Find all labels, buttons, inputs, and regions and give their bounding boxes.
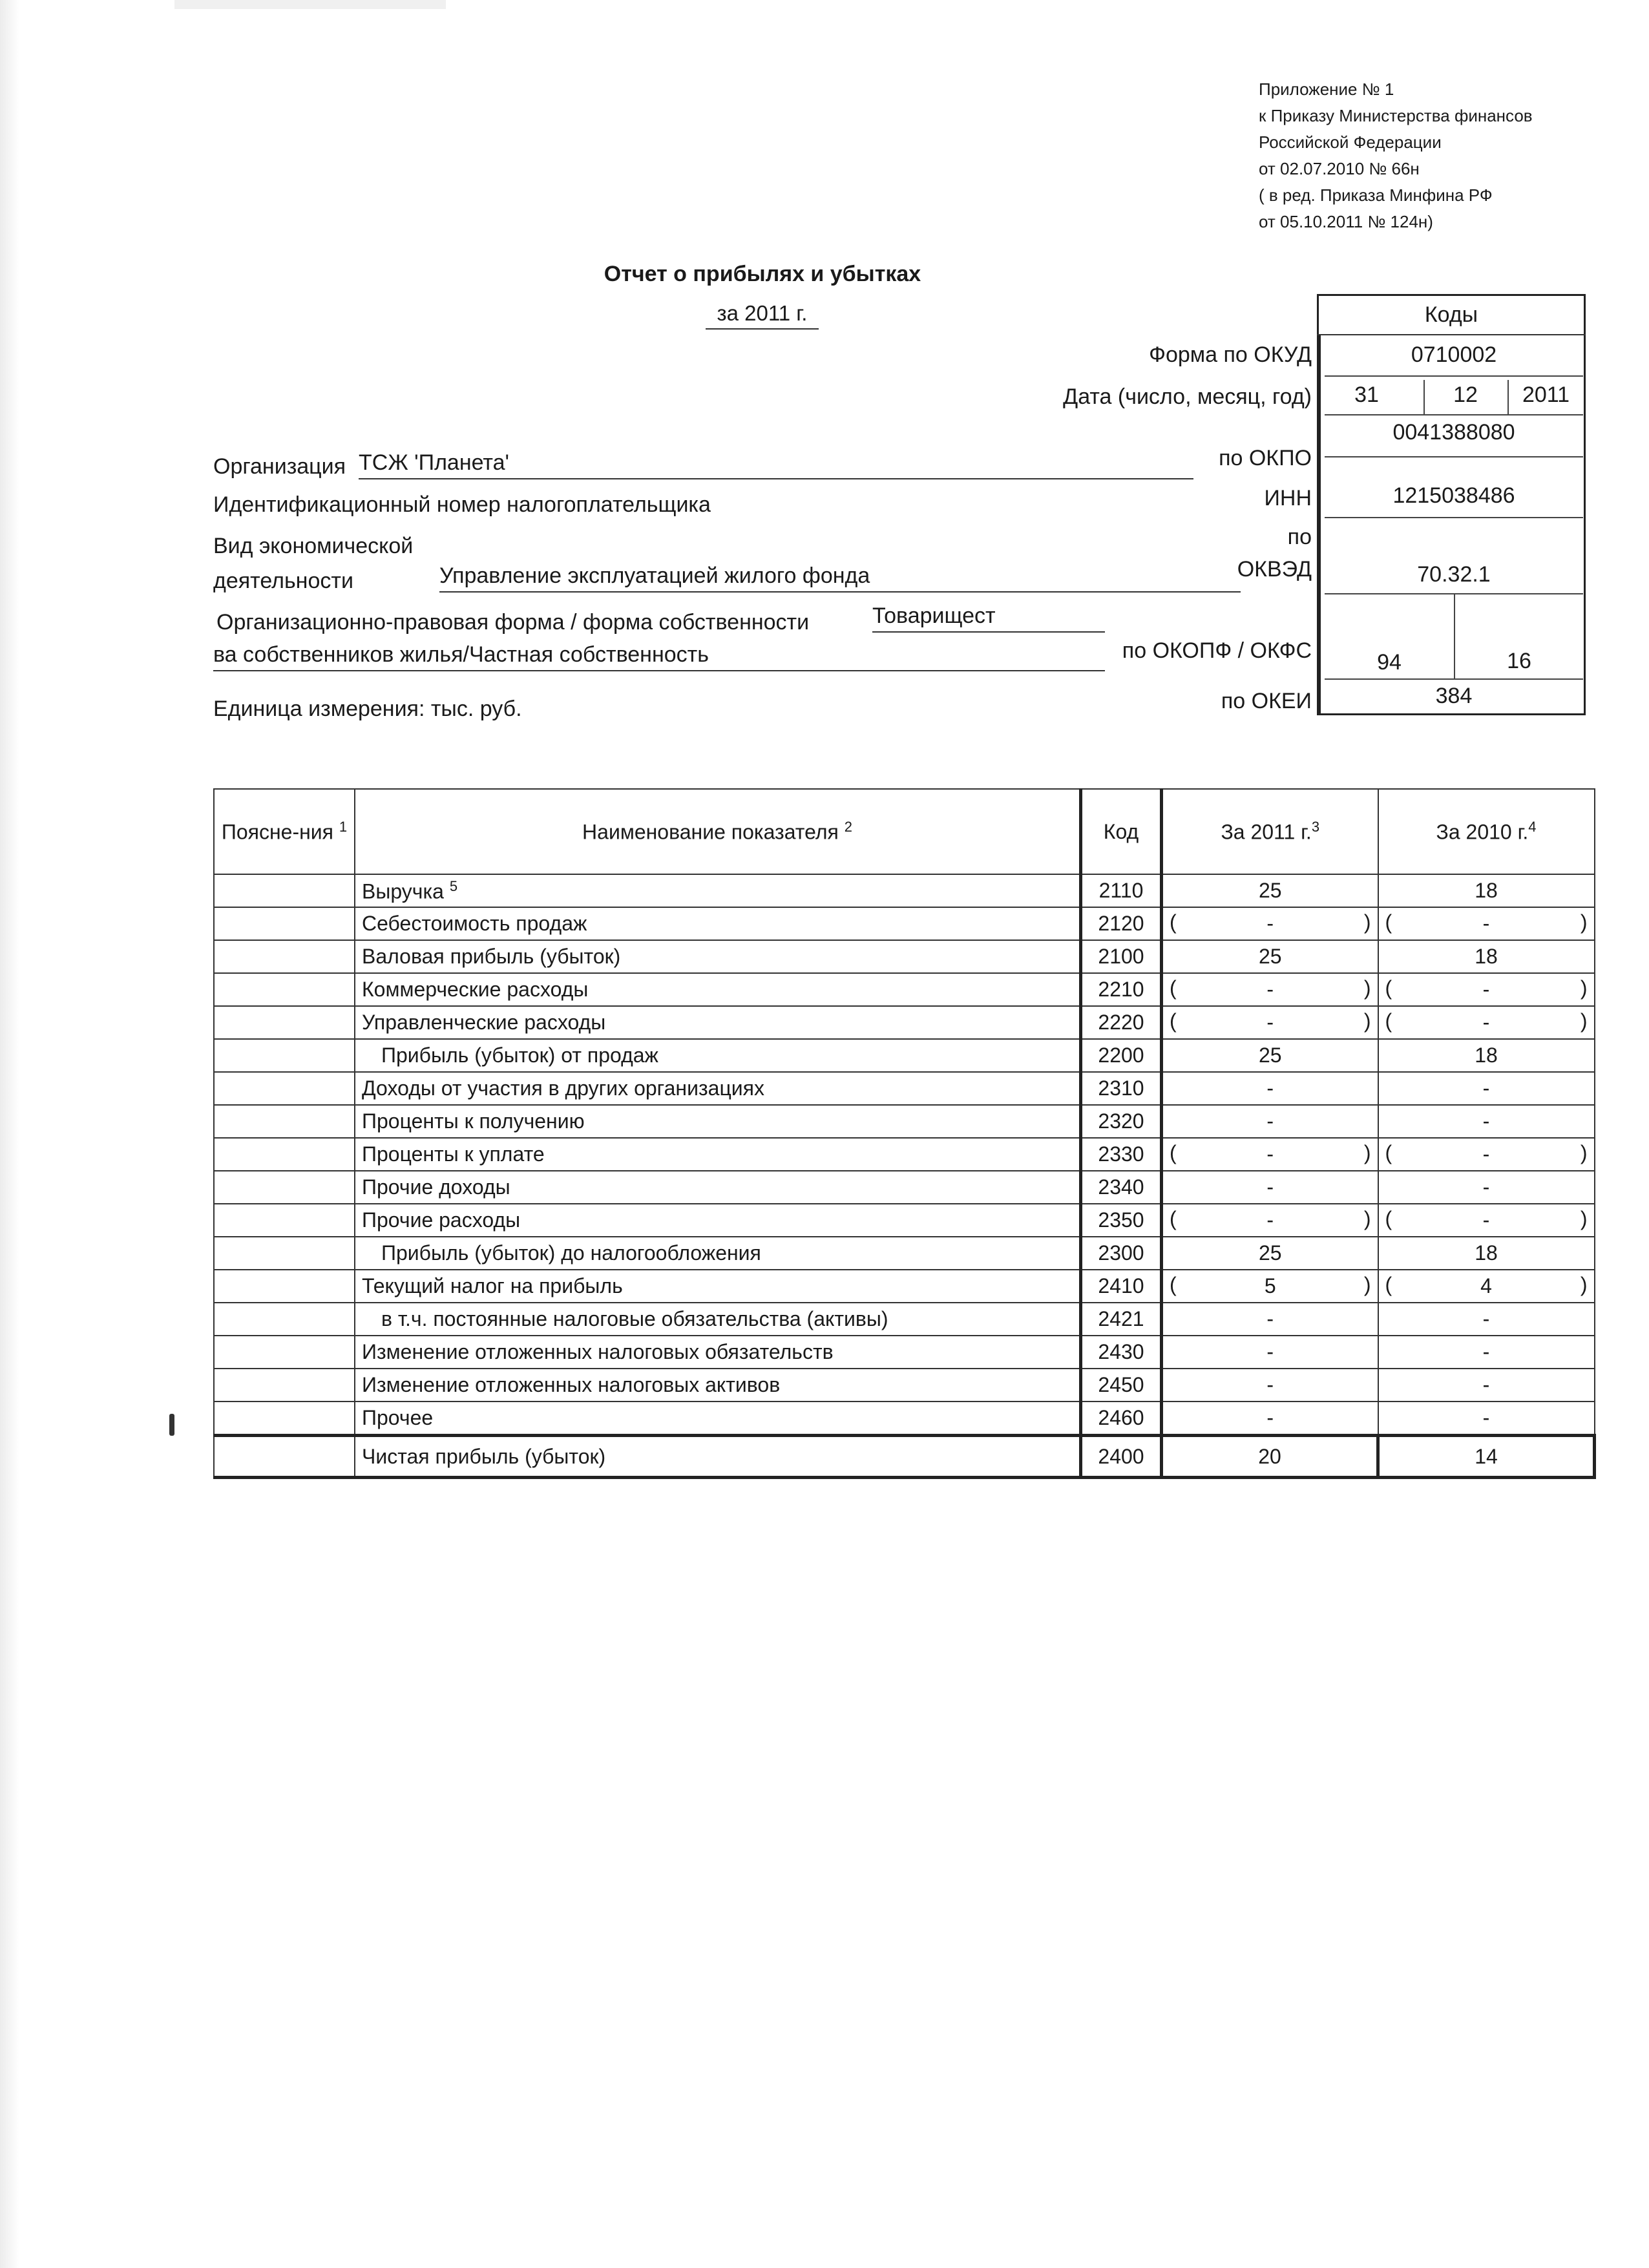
legal-form-value-line2: ва собственников жилья/Частная собственность bbox=[213, 642, 1105, 671]
organization-label: Организация bbox=[213, 454, 346, 479]
value-text: - bbox=[1482, 1142, 1490, 1166]
row-note-cell bbox=[214, 1336, 355, 1369]
row-name bbox=[355, 973, 1081, 1006]
inn-label: Идентификационный номер налогоплательщика bbox=[213, 492, 711, 517]
paren-open: ( bbox=[1170, 910, 1177, 934]
scan-top-shadow bbox=[174, 0, 446, 9]
paren-open: ( bbox=[1385, 1273, 1392, 1296]
table-row bbox=[214, 1303, 1595, 1336]
value-text: 18 bbox=[1475, 1241, 1498, 1265]
paren-close: ) bbox=[1580, 1207, 1588, 1230]
row-code: 2300 bbox=[1081, 1237, 1162, 1270]
footnote-marker: 4 bbox=[1528, 819, 1537, 835]
row-note-cell bbox=[214, 1105, 355, 1138]
legal-form-label: Организационно-правовая форма / форма собственности bbox=[216, 610, 810, 635]
row-name bbox=[355, 1006, 1081, 1039]
row-note-cell bbox=[214, 1436, 355, 1478]
row-code: 2460 bbox=[1081, 1402, 1162, 1436]
paren-open: ( bbox=[1385, 1009, 1392, 1033]
header-previous-year bbox=[1378, 789, 1595, 874]
value-text: - bbox=[1482, 912, 1490, 935]
row-note-cell bbox=[214, 1171, 355, 1204]
row-note-cell bbox=[214, 874, 355, 907]
row-name-text: Себестоимость продаж bbox=[362, 912, 587, 935]
inn-code: 1215038486 bbox=[1392, 483, 1515, 508]
okei-label: по ОКЕИ bbox=[1221, 689, 1312, 713]
row-name-text: Коммерческие расходы bbox=[362, 978, 589, 1001]
appendix-line: Российской Федерации bbox=[1259, 132, 1442, 152]
paren-close: ) bbox=[1363, 1273, 1371, 1296]
row-name-text: Изменение отложенных налоговых обязательств bbox=[362, 1340, 834, 1363]
value-text: 18 bbox=[1475, 1044, 1498, 1067]
row-name-text: Прибыль (убыток) до налогообложения bbox=[381, 1241, 761, 1265]
okved-label-line2: ОКВЭД bbox=[1237, 557, 1312, 582]
value-text: 25 bbox=[1258, 879, 1282, 902]
paren-open: ( bbox=[1170, 1141, 1177, 1164]
value-text: - bbox=[1266, 912, 1274, 935]
value-text: 25 bbox=[1258, 945, 1282, 968]
row-value-current: 20 bbox=[1162, 1436, 1378, 1478]
footnote-marker: 2 bbox=[844, 819, 852, 835]
table-row bbox=[214, 973, 1595, 1006]
row-note-cell bbox=[214, 973, 355, 1006]
appendix-line: от 05.10.2011 № 124н) bbox=[1259, 212, 1433, 231]
value-text: - bbox=[1266, 1373, 1274, 1396]
table-row bbox=[214, 1171, 1595, 1204]
row-name-text: Прибыль (убыток) от продаж bbox=[381, 1044, 658, 1067]
paren-close: ) bbox=[1363, 1207, 1371, 1230]
table-row bbox=[214, 874, 1595, 907]
row-value-current bbox=[1162, 1138, 1378, 1171]
row-value-previous bbox=[1378, 1369, 1595, 1402]
row-value-previous bbox=[1378, 1303, 1595, 1336]
row-value-current bbox=[1162, 1171, 1378, 1204]
row-value-current bbox=[1162, 973, 1378, 1006]
paren-close: ) bbox=[1363, 1141, 1371, 1164]
table-row bbox=[214, 940, 1595, 973]
date-month: 12 bbox=[1453, 383, 1478, 407]
row-name bbox=[355, 1369, 1081, 1402]
paren-close: ) bbox=[1580, 976, 1588, 1000]
divider bbox=[1325, 456, 1583, 457]
row-value-current bbox=[1162, 907, 1378, 940]
value-text: 25 bbox=[1258, 1241, 1282, 1265]
legal-form-value-line1: Товарищест bbox=[872, 604, 1105, 633]
income-statement-table bbox=[213, 788, 1596, 1479]
header-prev-text: За 2010 г. bbox=[1436, 820, 1529, 844]
row-name bbox=[355, 1105, 1081, 1138]
row-value-current bbox=[1162, 1237, 1378, 1270]
header-note bbox=[214, 789, 355, 874]
row-code: 2400 bbox=[1081, 1436, 1162, 1478]
row-name-text: Доходы от участия в других организациях bbox=[362, 1076, 764, 1100]
row-name bbox=[355, 1072, 1081, 1105]
codes-header: Коды bbox=[1317, 294, 1586, 335]
row-code: 2310 bbox=[1081, 1072, 1162, 1105]
row-name bbox=[355, 874, 1081, 907]
paren-open: ( bbox=[1170, 1009, 1177, 1033]
row-value-previous bbox=[1378, 1138, 1595, 1171]
row-note-cell bbox=[214, 1072, 355, 1105]
value-text: - bbox=[1266, 1011, 1274, 1034]
row-name-text: Выручка bbox=[362, 879, 444, 903]
value-text: 18 bbox=[1475, 945, 1498, 968]
paren-open: ( bbox=[1385, 1141, 1392, 1164]
okopf-code: 94 bbox=[1377, 650, 1402, 675]
row-value-previous bbox=[1378, 1072, 1595, 1105]
row-name-text: Проценты к уплате bbox=[362, 1142, 545, 1166]
value-text: - bbox=[1266, 1076, 1274, 1100]
paren-open: ( bbox=[1170, 1207, 1177, 1230]
okpo-code: 0041388080 bbox=[1392, 420, 1515, 445]
footnote-marker: 3 bbox=[1311, 819, 1320, 835]
row-value-current bbox=[1162, 1039, 1378, 1072]
row-value-current bbox=[1162, 1336, 1378, 1369]
row-value-previous bbox=[1378, 907, 1595, 940]
divider bbox=[1423, 380, 1425, 415]
row-value-previous bbox=[1378, 1237, 1595, 1270]
value-text: - bbox=[1482, 1307, 1490, 1330]
table-header-row bbox=[214, 789, 1595, 874]
appendix-line: ( в ред. Приказа Минфина РФ bbox=[1259, 185, 1493, 205]
row-value-current bbox=[1162, 1270, 1378, 1303]
value-text: - bbox=[1266, 1175, 1274, 1199]
header-cur-text: За 2011 г. bbox=[1221, 820, 1312, 844]
row-code: 2200 bbox=[1081, 1039, 1162, 1072]
value-text: 5 bbox=[1264, 1274, 1276, 1297]
row-note-cell bbox=[214, 1270, 355, 1303]
row-name-text: Проценты к получению bbox=[362, 1109, 585, 1133]
row-name: Чистая прибыль (убыток) bbox=[355, 1436, 1081, 1478]
row-value-current bbox=[1162, 1072, 1378, 1105]
value-text: - bbox=[1482, 1406, 1490, 1429]
value-text: - bbox=[1266, 1142, 1274, 1166]
row-name bbox=[355, 907, 1081, 940]
okpo-label: по ОКПО bbox=[1219, 446, 1312, 470]
row-name bbox=[355, 940, 1081, 973]
inn-code-label: ИНН bbox=[1264, 486, 1312, 510]
table-row bbox=[214, 1006, 1595, 1039]
row-value-previous bbox=[1378, 1204, 1595, 1237]
row-value-previous bbox=[1378, 1336, 1595, 1369]
row-value-current bbox=[1162, 874, 1378, 907]
row-code: 2330 bbox=[1081, 1138, 1162, 1171]
table-row bbox=[214, 1402, 1595, 1436]
okei-code: 384 bbox=[1435, 684, 1473, 708]
row-note-cell bbox=[214, 1369, 355, 1402]
row-value-previous bbox=[1378, 1402, 1595, 1436]
paren-open: ( bbox=[1385, 910, 1392, 934]
paren-close: ) bbox=[1363, 1009, 1371, 1033]
footnote-marker: 1 bbox=[339, 819, 348, 835]
row-code: 2410 bbox=[1081, 1270, 1162, 1303]
row-name-text: в т.ч. постоянные налоговые обязательства (активы) bbox=[381, 1307, 888, 1330]
row-code: 2110 bbox=[1081, 874, 1162, 907]
row-value-previous bbox=[1378, 1171, 1595, 1204]
value-text: - bbox=[1482, 1109, 1490, 1133]
divider bbox=[1325, 375, 1583, 377]
footnote-marker: 5 bbox=[449, 877, 458, 894]
value-text: - bbox=[1482, 1340, 1490, 1363]
row-name bbox=[355, 1237, 1081, 1270]
row-value-previous bbox=[1378, 1105, 1595, 1138]
table-row bbox=[214, 1072, 1595, 1105]
okved-label-line1: по bbox=[1287, 525, 1312, 549]
okud-label: Форма по ОКУД bbox=[1149, 342, 1312, 367]
activity-value: Управление эксплуатацией жилого фонда bbox=[439, 563, 1241, 593]
value-text: - bbox=[1482, 1373, 1490, 1396]
row-note-cell bbox=[214, 907, 355, 940]
row-name bbox=[355, 1039, 1081, 1072]
row-value-previous bbox=[1378, 973, 1595, 1006]
table-row bbox=[214, 1336, 1595, 1369]
row-value-previous bbox=[1378, 1006, 1595, 1039]
table-row bbox=[214, 1237, 1595, 1270]
value-text: - bbox=[1266, 1307, 1274, 1330]
row-value-current bbox=[1162, 1204, 1378, 1237]
report-period: за 2011 г. bbox=[706, 301, 819, 330]
paren-close: ) bbox=[1580, 1273, 1588, 1296]
value-text: - bbox=[1266, 1406, 1274, 1429]
header-note-text: Поясне-ния bbox=[221, 820, 333, 844]
organization-name: ТСЖ 'Планета' bbox=[359, 450, 1193, 479]
row-note-cell bbox=[214, 1303, 355, 1336]
paren-close: ) bbox=[1363, 976, 1371, 1000]
row-code: 2421 bbox=[1081, 1303, 1162, 1336]
divider bbox=[1325, 517, 1583, 518]
table-row bbox=[214, 1204, 1595, 1237]
divider bbox=[1325, 414, 1583, 415]
appendix-line: Приложение № 1 bbox=[1259, 79, 1394, 99]
header-code: Код bbox=[1081, 789, 1162, 874]
report-title: Отчет о прибылях и убытках bbox=[604, 262, 921, 286]
row-code: 2220 bbox=[1081, 1006, 1162, 1039]
table-row bbox=[214, 1270, 1595, 1303]
scan-edge-shadow bbox=[0, 0, 19, 2268]
date-label: Дата (число, месяц, год) bbox=[1063, 384, 1312, 409]
activity-label-line1: Вид экономической bbox=[213, 534, 414, 558]
row-name-text: Текущий налог на прибыль bbox=[362, 1274, 623, 1297]
value-text: - bbox=[1266, 1109, 1274, 1133]
row-name bbox=[355, 1336, 1081, 1369]
row-value-current bbox=[1162, 1303, 1378, 1336]
paren-open: ( bbox=[1170, 976, 1177, 1000]
header-name-text: Наименование показателя bbox=[582, 820, 839, 844]
row-name-text: Прочие расходы bbox=[362, 1208, 521, 1232]
value-text: - bbox=[1266, 978, 1274, 1001]
value-text: 18 bbox=[1475, 879, 1498, 902]
value-text: - bbox=[1482, 1175, 1490, 1199]
row-name bbox=[355, 1204, 1081, 1237]
row-name bbox=[355, 1171, 1081, 1204]
row-value-current bbox=[1162, 1105, 1378, 1138]
table-row bbox=[214, 1105, 1595, 1138]
row-name-text: Валовая прибыль (убыток) bbox=[362, 945, 621, 968]
activity-label-line2: деятельности bbox=[213, 569, 353, 593]
row-code: 2450 bbox=[1081, 1369, 1162, 1402]
row-code: 2340 bbox=[1081, 1171, 1162, 1204]
row-value-current bbox=[1162, 1006, 1378, 1039]
row-note-cell bbox=[214, 1138, 355, 1171]
row-name-text: Прочее bbox=[362, 1406, 434, 1429]
value-text: - bbox=[1482, 1011, 1490, 1034]
row-name bbox=[355, 1138, 1081, 1171]
paren-open: ( bbox=[1170, 1273, 1177, 1296]
appendix-reference bbox=[1259, 76, 1533, 235]
table-row-net-profit bbox=[214, 1436, 1595, 1478]
row-name bbox=[355, 1402, 1081, 1436]
date-year: 2011 bbox=[1522, 383, 1570, 407]
paren-open: ( bbox=[1385, 976, 1392, 1000]
value-text: - bbox=[1482, 978, 1490, 1001]
header-indicator-name bbox=[355, 789, 1081, 874]
paren-close: ) bbox=[1580, 1009, 1588, 1033]
row-value-previous bbox=[1378, 1270, 1595, 1303]
unit-label: Единица измерения: тыс. руб. bbox=[213, 697, 522, 721]
row-code: 2210 bbox=[1081, 973, 1162, 1006]
row-note-cell bbox=[214, 1402, 355, 1436]
date-day: 31 bbox=[1354, 383, 1379, 407]
row-code: 2430 bbox=[1081, 1336, 1162, 1369]
row-note-cell bbox=[214, 940, 355, 973]
paren-close: ) bbox=[1363, 910, 1371, 934]
row-value-previous: 14 bbox=[1378, 1436, 1595, 1478]
appendix-line: от 02.07.2010 № 66н bbox=[1259, 159, 1420, 178]
okved-code: 70.32.1 bbox=[1417, 562, 1491, 587]
row-name-text: Изменение отложенных налоговых активов bbox=[362, 1373, 781, 1396]
row-code: 2320 bbox=[1081, 1105, 1162, 1138]
paren-close: ) bbox=[1580, 1141, 1588, 1164]
row-value-previous bbox=[1378, 1039, 1595, 1072]
row-code: 2100 bbox=[1081, 940, 1162, 973]
header-current-year bbox=[1162, 789, 1378, 874]
okfs-code: 16 bbox=[1507, 649, 1531, 673]
appendix-line: к Приказу Министерства финансов bbox=[1259, 106, 1533, 125]
row-name bbox=[355, 1270, 1081, 1303]
value-text: - bbox=[1266, 1340, 1274, 1363]
paren-close: ) bbox=[1580, 910, 1588, 934]
row-note-cell bbox=[214, 1039, 355, 1072]
row-note-cell bbox=[214, 1006, 355, 1039]
value-text: 4 bbox=[1480, 1274, 1492, 1297]
row-value-current bbox=[1162, 940, 1378, 973]
row-code: 2350 bbox=[1081, 1204, 1162, 1237]
table-row bbox=[214, 1138, 1595, 1171]
divider bbox=[1325, 678, 1583, 680]
row-name-text: Управленческие расходы bbox=[362, 1011, 606, 1034]
row-name-text: Прочие доходы bbox=[362, 1175, 510, 1199]
scan-mark bbox=[169, 1414, 174, 1436]
okopf-okfs-label: по ОКОПФ / ОКФС bbox=[1122, 638, 1312, 663]
row-note-cell bbox=[214, 1237, 355, 1270]
value-text: - bbox=[1482, 1208, 1490, 1232]
row-name bbox=[355, 1303, 1081, 1336]
row-code: 2120 bbox=[1081, 907, 1162, 940]
row-value-previous bbox=[1378, 874, 1595, 907]
row-value-current bbox=[1162, 1402, 1378, 1436]
okud-code: 0710002 bbox=[1411, 342, 1497, 367]
table-row bbox=[214, 1369, 1595, 1402]
value-text: - bbox=[1266, 1208, 1274, 1232]
table-row bbox=[214, 907, 1595, 940]
paren-open: ( bbox=[1385, 1207, 1392, 1230]
row-value-previous bbox=[1378, 940, 1595, 973]
value-text: - bbox=[1482, 1076, 1490, 1100]
value-text: 25 bbox=[1258, 1044, 1282, 1067]
row-note-cell bbox=[214, 1204, 355, 1237]
row-value-current bbox=[1162, 1369, 1378, 1402]
table-row bbox=[214, 1039, 1595, 1072]
